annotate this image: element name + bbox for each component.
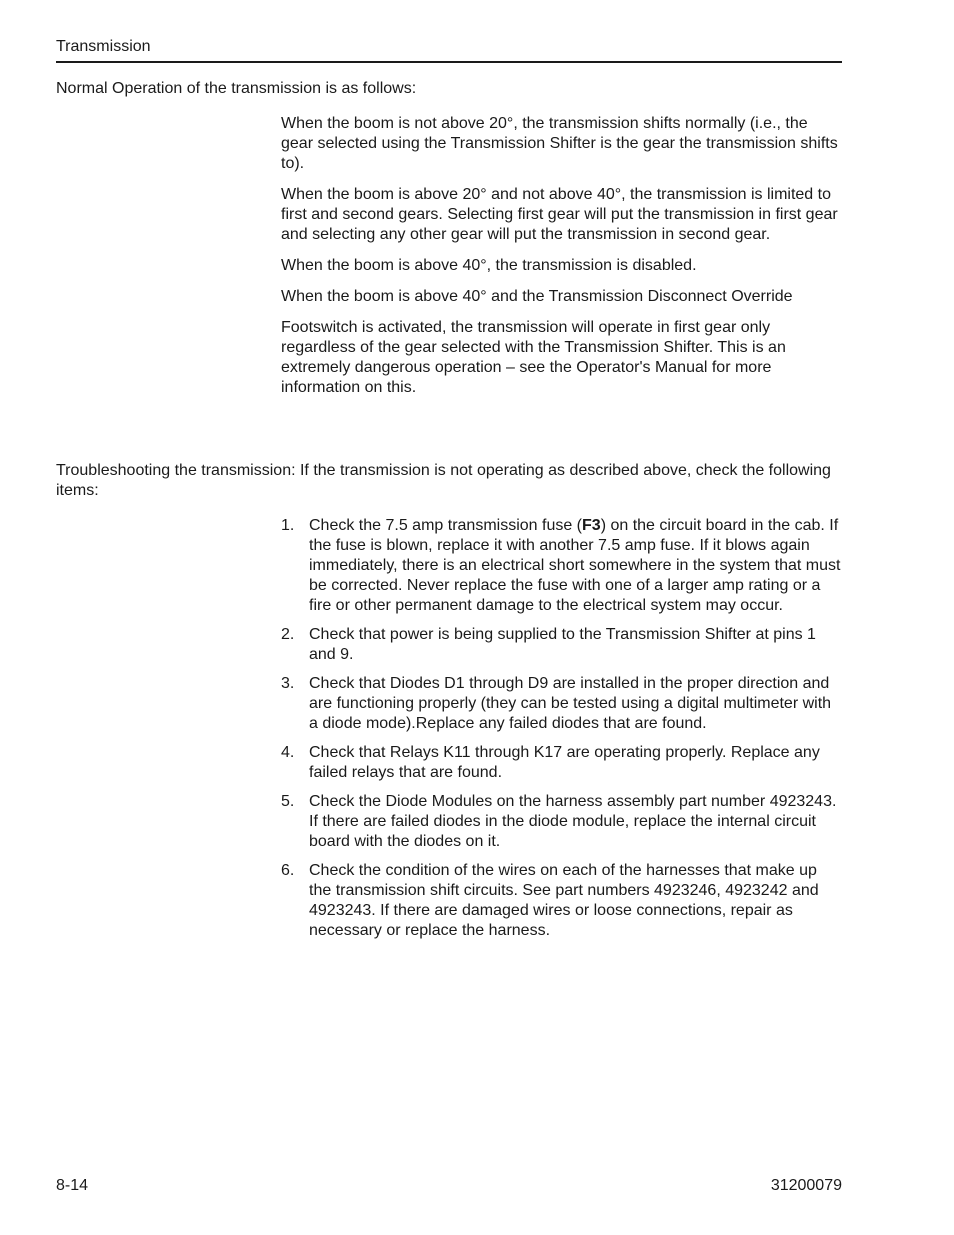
step-number: 4.: [281, 744, 295, 761]
troubleshooting-steps: [281, 516, 842, 950]
step-number: 3.: [281, 675, 295, 692]
list-item: [281, 625, 842, 665]
list-item: [281, 861, 842, 941]
paragraph-below-20: When the boom is not above 20°, the transmission shifts normally (i.e., the gear selected using the Transmission Shifter is the gear the transmission shifts to).: [281, 115, 838, 172]
paragraph-20-to-40: When the boom is above 20° and not above 40°, the transmission is limited to first and second gears. Selecting first gear will put the transmission in first gear and selecting any other gear will put the transmission in second gear.: [281, 186, 838, 243]
paragraph-footswitch: Footswitch is activated, the transmission will operate in first gear only regardless of the gear selected with the Transmission Shifter. This is an extremely dangerous operation – see the Operator's Manual for more information on this.: [281, 319, 786, 396]
step-number: 6.: [281, 862, 295, 879]
step-text: Check the condition of the wires on each of the harnesses that make up the transmission shift circuits. See part numbers 4923246, 4923242 and 4923243. If there are damaged wires or loose connections, repair as necessary or replace the harness.: [309, 862, 819, 939]
fuse-label: F3: [582, 517, 601, 534]
list-item: [281, 743, 842, 783]
troubleshooting-intro: Troubleshooting the transmission: If the transmission is not operating as described above, check the following items:: [56, 462, 831, 499]
step-number: 1.: [281, 517, 295, 534]
step-number: 2.: [281, 626, 295, 643]
normal-operation-paragraphs: [281, 114, 842, 409]
paragraph-override: When the boom is above 40° and the Transmission Disconnect Override: [281, 288, 793, 305]
step-text: Check that power is being supplied to the Transmission Shifter at pins 1 and 9.: [309, 626, 816, 663]
paragraph-above-40: When the boom is above 40°, the transmission is disabled.: [281, 257, 697, 274]
step-text-part: ) on the circuit board in the cab. If the fuse is blown, replace it with another 7.5 amp fuse. If it blows again immediately, there is an electrical short somewhere in the system that must be corrected. Never replace the fuse with one of a larger amp rating or a fire or other permanent damage to the electrical system may occur.: [309, 517, 841, 614]
step-text-part: Check the 7.5 amp transmission fuse (: [309, 517, 583, 534]
step-number: 5.: [281, 793, 295, 810]
document-number: 31200079: [770, 1177, 842, 1194]
page-number: 8-14: [56, 1177, 89, 1194]
step-text: [309, 516, 842, 616]
page-header: [56, 37, 842, 63]
section-title: Transmission: [56, 38, 151, 55]
step-text: Check that Diodes D1 through D9 are installed in the proper direction and are functioning properly (they can be tested using a digital multimeter with a diode mode).Replace any failed diodes that are found.: [309, 675, 832, 732]
list-item: [281, 792, 842, 852]
step-text: Check the Diode Modules on the harness assembly part number 4923243. If there are failed diodes in the diode module, replace the internal circuit board with the diodes on it.: [309, 793, 837, 850]
list-item: [281, 516, 842, 616]
list-item: [281, 674, 842, 734]
normal-operation-intro: Normal Operation of the transmission is as follows:: [56, 80, 417, 97]
step-text: Check that Relays K11 through K17 are operating properly. Replace any failed relays that are found.: [309, 744, 820, 781]
